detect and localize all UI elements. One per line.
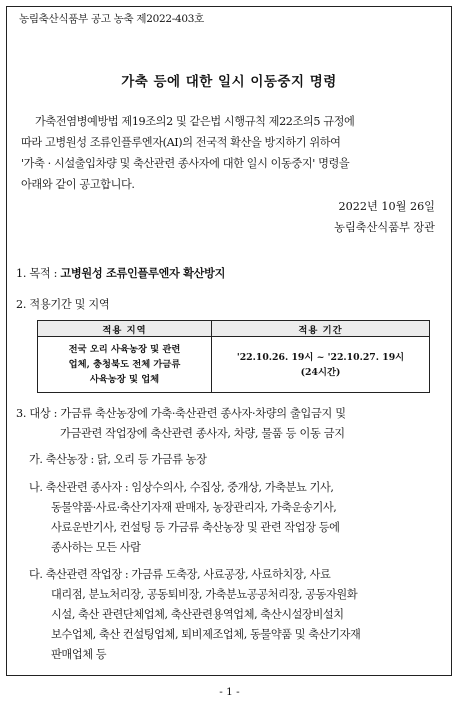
document-title: 가축 등에 대한 일시 이동중지 명령 [121, 74, 337, 90]
intro-paragraph [21, 111, 437, 195]
table-header-row [38, 321, 430, 337]
section-period-region: 2. 적용기간 및 지역 [16, 298, 110, 311]
section-target [16, 404, 346, 444]
item-line: 보수업체, 축산 컨설팅업체, 퇴비제조업체, 동물약품 및 축산기자재 [51, 628, 361, 641]
table-header-period: 적용 기간 [212, 321, 430, 337]
section-purpose-label: 1. 목적 : [16, 267, 61, 280]
item-line: 판매업체 등 [51, 648, 107, 661]
item-line: 사료운반기사, 컨설팅 등 가금류 축산농장 및 관련 작업장 등에 [51, 521, 340, 534]
section-purpose-value: 고병원성 조류인플루엔자 확산방지 [60, 266, 226, 280]
intro-line: 가축전염병예방법 제19조의2 및 같은법 시행규칙 제22조의5 규정에 [35, 115, 355, 128]
region-line: 사육농장 및 업체 [89, 374, 160, 385]
item-line: 나. 축산관련 종사자 : 임상수의사, 수집상, 중개상, 가축분뇨 기사, [29, 481, 334, 494]
period-line: (24시간) [300, 366, 341, 378]
item-line: 시설, 축산 관련단체업체, 축산관련용역업체, 축산시설장비설치 [51, 608, 344, 621]
intro-line: 아래와 같이 공고합니다. [21, 178, 135, 191]
region-cell [38, 337, 212, 393]
region-line: 업체, 충청북도 전체 가금류 [68, 359, 181, 370]
item-line: 가. 축산농장 : 닭, 오리 등 가금류 농장 [29, 453, 207, 466]
target-line: 가금관련 작업장에 축산관련 종사자, 차량, 물품 등 이동 금지 [60, 427, 345, 440]
issuer: 농림축산식품부 장관 [334, 221, 435, 234]
issue-date: 2022년 10월 26일 [338, 200, 435, 213]
application-table [37, 320, 430, 393]
notice-number: 농림축산식품부 공고 농축 제2022-403호 [19, 13, 204, 25]
table-row [38, 337, 430, 393]
item-workers [29, 478, 340, 558]
section-purpose [16, 265, 225, 281]
item-line: 대리점, 분뇨처리장, 공동퇴비장, 가축분뇨공공처리장, 공동자원화 [51, 588, 358, 601]
item-line: 종사하는 모든 사람 [51, 541, 141, 554]
item-farms [29, 450, 206, 470]
notice-document [6, 6, 452, 676]
period-cell [212, 337, 430, 393]
period-line: '22.10.26. 19시 ~ '22.10.27. 19시 [236, 351, 405, 363]
intro-line: 따라 고병원성 조류인플루엔자(AI)의 전국적 확산을 방지하기 위하여 [21, 136, 341, 149]
item-workplaces [29, 565, 360, 665]
item-line: 다. 축산관련 작업장 : 가금류 도축장, 사료공장, 사료하치장, 사료 [29, 568, 331, 581]
intro-line: '가축 · 시설출입차량 및 축산관련 종사자에 대한 일시 이동중지' 명령을 [21, 157, 350, 170]
target-line: 3. 대상 : 가금류 축산농장에 가축·축산관련 종사자·차량의 출입금지 및 [16, 407, 346, 420]
item-line: 동물약품·사료·축산기자재 판매자, 농장관리자, 가축운송기사, [51, 501, 337, 514]
table-header-region: 적용 지역 [38, 321, 212, 337]
region-line: 전국 오리 사육농장 및 관련 [68, 344, 181, 355]
page-number: - 1 - [219, 686, 240, 698]
